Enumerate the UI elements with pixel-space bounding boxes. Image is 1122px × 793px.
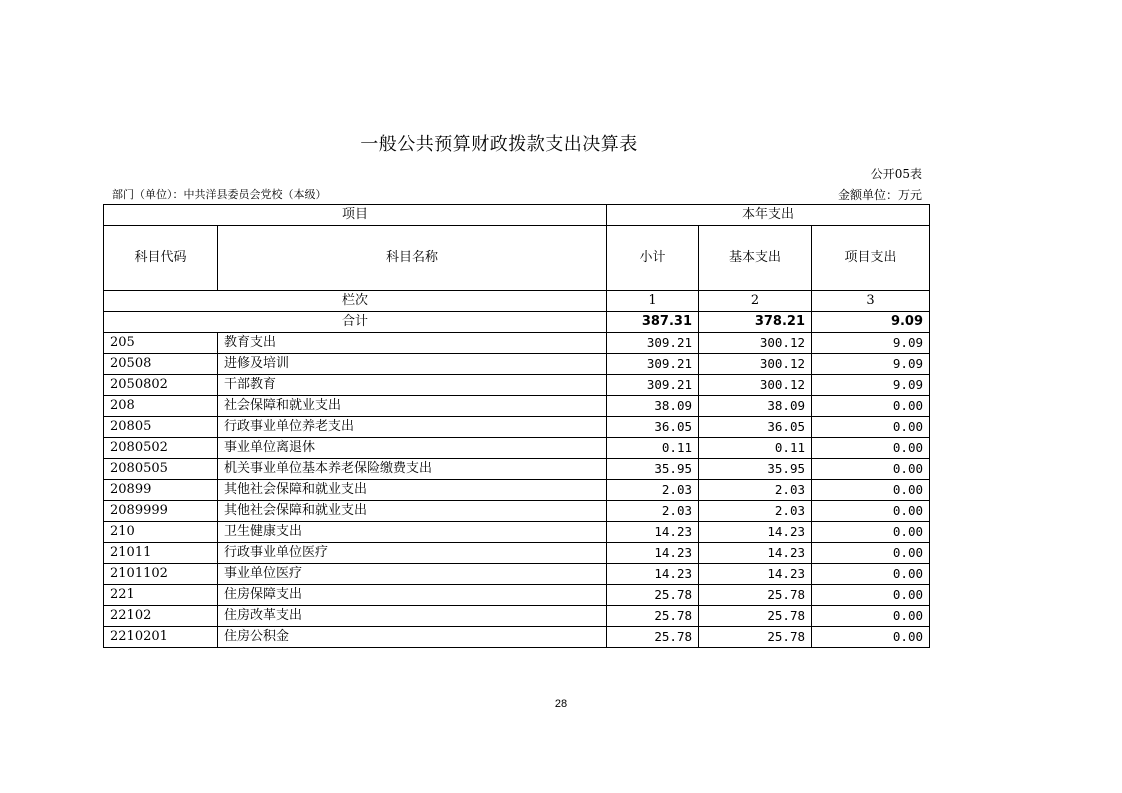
row-code: 2101102	[104, 564, 218, 585]
row-project: 0.00	[812, 585, 930, 606]
row-subtotal: 0.11	[607, 438, 699, 459]
row-code: 2210201	[104, 627, 218, 648]
page-number: 28	[554, 698, 568, 710]
row-subtotal: 14.23	[607, 522, 699, 543]
table-row	[104, 564, 930, 585]
row-subtotal: 38.09	[607, 396, 699, 417]
col-header-basic: 基本支出	[699, 226, 812, 291]
header-item: 项目	[104, 205, 607, 226]
row-code: 208	[104, 396, 218, 417]
row-code: 221	[104, 585, 218, 606]
row-basic: 300.12	[699, 375, 812, 396]
row-code: 20508	[104, 354, 218, 375]
row-name: 社会保障和就业支出	[218, 396, 607, 417]
row-name: 其他社会保障和就业支出	[218, 480, 607, 501]
row-subtotal: 25.78	[607, 585, 699, 606]
col-header-subtotal: 小计	[607, 226, 699, 291]
seq-2: 2	[699, 291, 812, 312]
row-project: 0.00	[812, 627, 930, 648]
row-subtotal: 309.21	[607, 333, 699, 354]
row-subtotal: 25.78	[607, 627, 699, 648]
table-row	[104, 501, 930, 522]
row-code: 22102	[104, 606, 218, 627]
row-name: 卫生健康支出	[218, 522, 607, 543]
row-subtotal: 36.05	[607, 417, 699, 438]
row-basic: 25.78	[699, 606, 812, 627]
row-code: 2080502	[104, 438, 218, 459]
table-row	[104, 522, 930, 543]
row-project: 0.00	[812, 459, 930, 480]
row-code: 20899	[104, 480, 218, 501]
table-row	[104, 438, 930, 459]
row-basic: 36.05	[699, 417, 812, 438]
row-code: 210	[104, 522, 218, 543]
row-name: 进修及培训	[218, 354, 607, 375]
row-basic: 14.23	[699, 543, 812, 564]
row-project: 0.00	[812, 396, 930, 417]
row-project: 0.00	[812, 606, 930, 627]
form-number: 公开05表	[870, 167, 922, 181]
row-basic: 25.78	[699, 627, 812, 648]
row-project: 0.00	[812, 417, 930, 438]
row-project: 9.09	[812, 375, 930, 396]
row-basic: 300.12	[699, 333, 812, 354]
row-code: 2050802	[104, 375, 218, 396]
row-subtotal: 309.21	[607, 354, 699, 375]
row-code: 20805	[104, 417, 218, 438]
row-basic: 38.09	[699, 396, 812, 417]
seq-row	[104, 291, 930, 312]
row-subtotal: 14.23	[607, 543, 699, 564]
row-project: 9.09	[812, 354, 930, 375]
row-name: 住房改革支出	[218, 606, 607, 627]
seq-3: 3	[812, 291, 930, 312]
table-row	[104, 375, 930, 396]
total-project: 9.09	[812, 312, 930, 333]
row-project: 0.00	[812, 522, 930, 543]
header-row-top	[104, 205, 930, 226]
row-project: 0.00	[812, 501, 930, 522]
row-code: 2089999	[104, 501, 218, 522]
row-project: 0.00	[812, 438, 930, 459]
row-subtotal: 309.21	[607, 375, 699, 396]
row-basic: 300.12	[699, 354, 812, 375]
row-subtotal: 25.78	[607, 606, 699, 627]
table-row	[104, 585, 930, 606]
page-title: 一般公共预算财政拨款支出决算表	[360, 134, 638, 155]
budget-table	[103, 204, 930, 648]
total-label: 合计	[104, 312, 607, 333]
total-row	[104, 312, 930, 333]
seq-1: 1	[607, 291, 699, 312]
row-name: 其他社会保障和就业支出	[218, 501, 607, 522]
row-code: 2080505	[104, 459, 218, 480]
table-row	[104, 543, 930, 564]
row-basic: 25.78	[699, 585, 812, 606]
row-subtotal: 2.03	[607, 480, 699, 501]
row-project: 0.00	[812, 480, 930, 501]
row-basic: 2.03	[699, 480, 812, 501]
row-subtotal: 2.03	[607, 501, 699, 522]
table-row	[104, 627, 930, 648]
row-name: 干部教育	[218, 375, 607, 396]
row-name: 教育支出	[218, 333, 607, 354]
table-row	[104, 606, 930, 627]
row-subtotal: 35.95	[607, 459, 699, 480]
row-name: 住房公积金	[218, 627, 607, 648]
row-project: 0.00	[812, 564, 930, 585]
row-name: 住房保障支出	[218, 585, 607, 606]
row-basic: 2.03	[699, 501, 812, 522]
table-row	[104, 333, 930, 354]
col-header-name: 科目名称	[218, 226, 607, 291]
row-basic: 35.95	[699, 459, 812, 480]
row-basic: 0.11	[699, 438, 812, 459]
row-project: 9.09	[812, 333, 930, 354]
row-basic: 14.23	[699, 564, 812, 585]
row-code: 205	[104, 333, 218, 354]
row-basic: 14.23	[699, 522, 812, 543]
row-subtotal: 14.23	[607, 564, 699, 585]
table-row	[104, 396, 930, 417]
col-header-code: 科目代码	[104, 226, 218, 291]
row-name: 事业单位离退休	[218, 438, 607, 459]
table-row	[104, 354, 930, 375]
row-code: 21011	[104, 543, 218, 564]
seq-label: 栏次	[104, 291, 607, 312]
row-project: 0.00	[812, 543, 930, 564]
col-header-project: 项目支出	[812, 226, 930, 291]
header-current-year: 本年支出	[607, 205, 930, 226]
table-row	[104, 480, 930, 501]
row-name: 事业单位医疗	[218, 564, 607, 585]
amount-unit-label: 金额单位：万元	[837, 188, 922, 202]
department-label: 部门（单位）：中共洋县委员会党校（本级）	[112, 188, 327, 201]
total-basic: 378.21	[699, 312, 812, 333]
row-name: 机关事业单位基本养老保险缴费支出	[218, 459, 607, 480]
table-row	[104, 459, 930, 480]
row-name: 行政事业单位养老支出	[218, 417, 607, 438]
row-name: 行政事业单位医疗	[218, 543, 607, 564]
total-subtotal: 387.31	[607, 312, 699, 333]
header-row-columns	[104, 226, 930, 291]
table-row	[104, 417, 930, 438]
